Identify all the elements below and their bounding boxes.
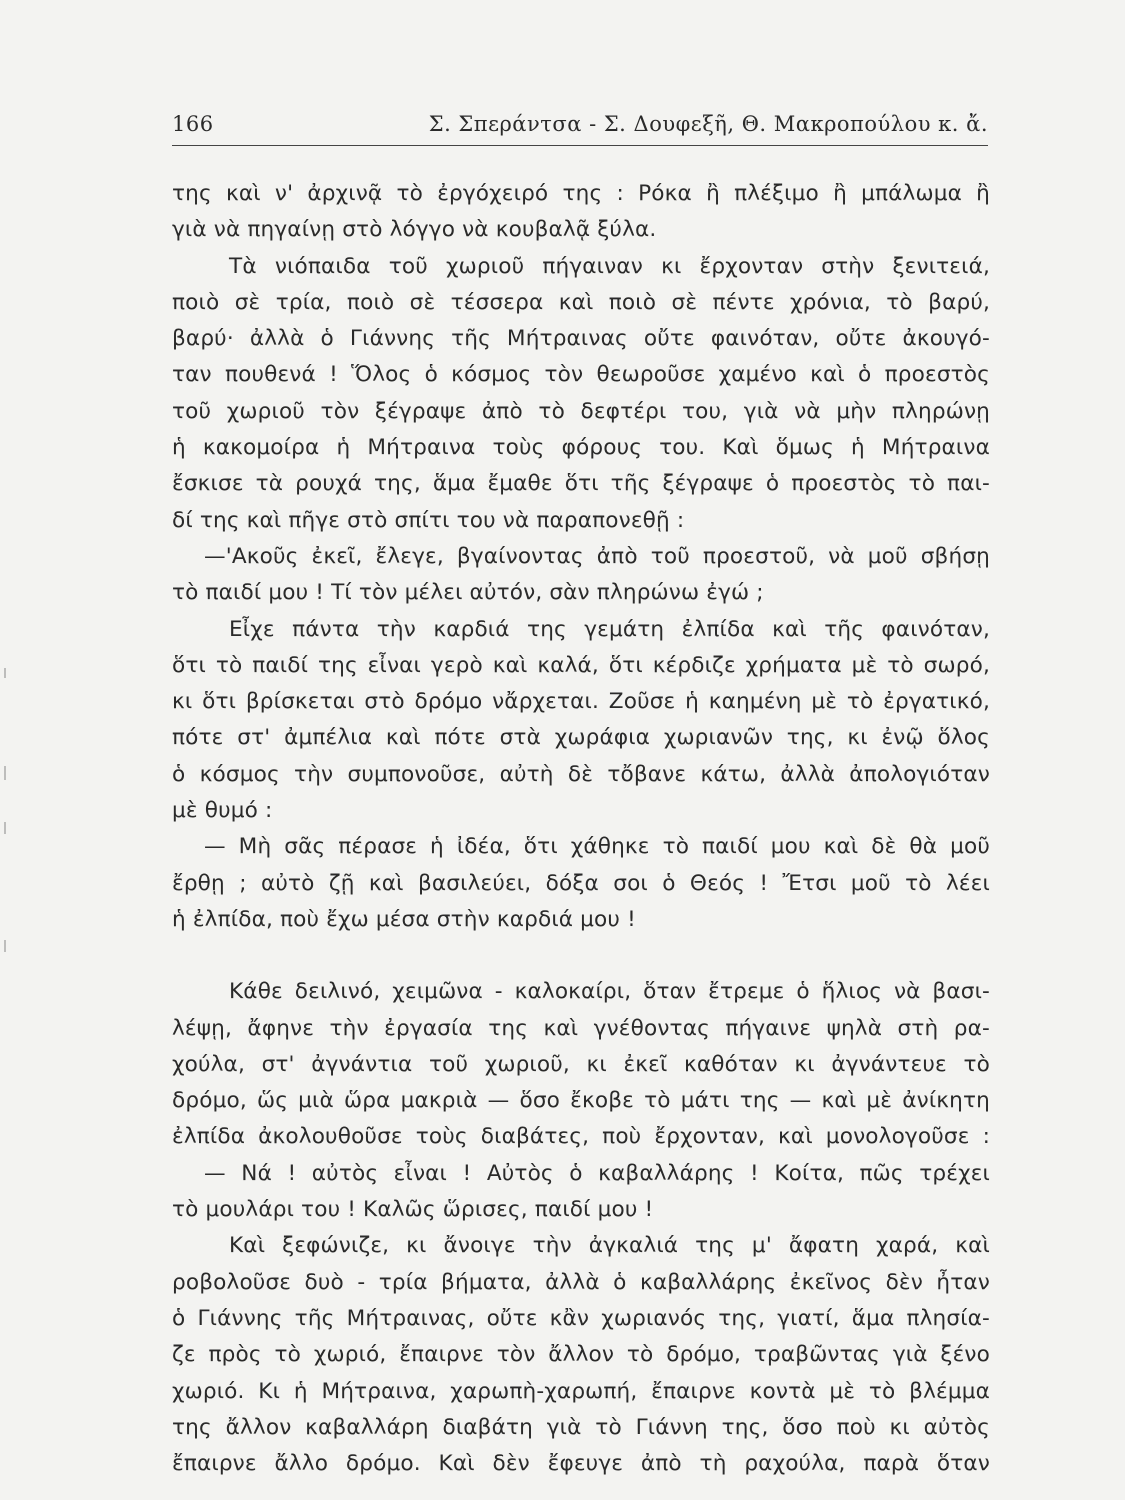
text-line: ζε πρὸς τὸ χωριό, ἔπαιρνε τὸν ἄλλον τὸ δρόμο, τραβῶντας γιὰ ξένο	[172, 1342, 990, 1368]
text-line: βαρύ· ἀλλὰ ὁ Γιάννης τῆς Μήτραινας οὔτε φαινόταν, οὔτε ἀκουγό-	[172, 326, 990, 352]
text-line: —'Ακοῦς ἐκεῖ, ἔλεγε, βγαίνοντας ἀπὸ τοῦ προεστοῦ, νὰ μοῦ σβήσῃ	[204, 543, 990, 569]
body-text	[172, 176, 990, 1482]
page-number: 166	[172, 112, 214, 136]
text-line: ὁ Γιάννης τῆς Μήτραινας, οὔτε κἂν χωριανός της, γιατί, ἅμα πλησία-	[172, 1305, 990, 1331]
text-line: Τὰ νιόπαιδα τοῦ χωριοῦ πήγαιναν κι ἔρχονταν στὴν ξενιτειά,	[229, 253, 990, 279]
text-line: τὸ παιδί μου ! Τί τὸν μέλει αὐτόν, σὰν πληρώνω ἐγώ ;	[172, 580, 764, 606]
text-line: ἔπαιρνε ἄλλο δρόμο. Καὶ δὲν ἔφευγε ἀπὸ τὴ ραχούλα, παρὰ ὅταν	[172, 1451, 990, 1477]
running-title: Σ. Σπεράντσα - Σ. Δουφεξῆ, Θ. Μακροπούλου κ. ἄ.	[428, 112, 988, 136]
text-line: κι ὅτι βρίσκεται στὸ δρόμο νἄρχεται. Ζοῦσε ἡ καημένη μὲ τὸ ἐργατικό,	[172, 689, 990, 715]
text-line: ἔρθῃ ; αὐτὸ ζῇ καὶ βασιλεύει, δόξα σοι ὁ Θεός ! Ἔτσι μοῦ τὸ λέει	[172, 870, 990, 896]
text-line: της ἄλλον καβαλλάρη διαβάτη γιὰ τὸ Γιάννη της, ὅσο ποὺ κι αὐτὸς	[172, 1414, 990, 1440]
text-line: ἡ ἐλπίδα, ποὺ ἔχω μέσα στὴν καρδιά μου !	[172, 906, 636, 932]
text-line: ροβολοῦσε δυὸ - τρία βήματα, ἀλλὰ ὁ καβαλλάρης ἐκεῖνος δὲν ἦταν	[172, 1269, 990, 1295]
text-line: τοῦ χωριοῦ τὸν ξέγραψε ἀπὸ τὸ δεφτέρι του, γιὰ νὰ μὴν πληρώνῃ	[172, 398, 990, 424]
text-line: χωριό. Κι ἡ Μήτραινα, χαρωπὴ-χαρωπή, ἔπαιρνε κοντὰ μὲ τὸ βλέμμα	[172, 1378, 990, 1404]
text-line: δρόμο, ὥς μιὰ ὥρα μακριὰ — ὅσο ἔκοβε τὸ μάτι της — καὶ μὲ ἀνίκητη	[172, 1088, 990, 1114]
scan-artifact	[4, 766, 6, 780]
scan-artifact	[4, 668, 6, 678]
header-rule	[172, 145, 988, 146]
text-line: Κάθε δειλινό, χειμῶνα - καλοκαίρι, ὅταν ἔτρεμε ὁ ἥλιος νὰ βασι-	[229, 979, 990, 1005]
text-line: πότε στ' ἀμπέλια καὶ πότε στὰ χωράφια χωριανῶν της, κι ἐνῷ ὅλος	[172, 725, 990, 751]
page-header	[172, 112, 988, 146]
text-line: χούλα, στ' ἀγνάντια τοῦ χωριοῦ, κι ἐκεῖ καθόταν κι ἀγνάντευε τὸ	[172, 1051, 990, 1077]
text-line: λέψῃ, ἄφηνε τὴν ἐργασία της καὶ γνέθοντας πήγαινε ψηλὰ στὴ ρα-	[172, 1015, 990, 1041]
text-line: μὲ θυμό :	[172, 798, 273, 824]
text-line: γιὰ νὰ πηγαίνῃ στὸ λόγγο νὰ κουβαλᾷ ξύλα.	[172, 217, 657, 243]
text-line: — Νά ! αὐτὸς εἶναι ! Αὐτὸς ὁ καβαλλάρης ! Κοίτα, πῶς τρέχει	[204, 1160, 990, 1186]
text-line: ἔσκισε τὰ ρουχά της, ἅμα ἔμαθε ὅτι τῆς ξέγραψε ὁ προεστὸς τὸ παι-	[172, 471, 990, 497]
scan-artifact	[4, 822, 6, 834]
text-line: — Μὴ σᾶς πέρασε ἡ ἰδέα, ὅτι χάθηκε τὸ παιδί μου καὶ δὲ θὰ μοῦ	[204, 834, 990, 860]
text-line: Καὶ ξεφώνιζε, κι ἄνοιγε τὴν ἀγκαλιά της μ' ἄφατη χαρά, καὶ	[229, 1233, 990, 1259]
text-line: ποιὸ σὲ τρία, ποιὸ σὲ τέσσερα καὶ ποιὸ σὲ πέντε χρόνια, τὸ βαρύ,	[172, 289, 990, 315]
text-line: δί της καὶ πῆγε στὸ σπίτι του νὰ παραπονεθῇ :	[172, 507, 685, 533]
text-line: ἡ κακομοίρα ἡ Μήτραινα τοὺς φόρους του. Καὶ ὅμως ἡ Μήτραινα	[172, 435, 990, 461]
text-line: Εἶχε πάντα τὴν καρδιά της γεμάτη ἐλπίδα καὶ τῆς φαινόταν,	[229, 616, 990, 642]
text-line: ἐλπίδα ἀκολουθοῦσε τοὺς διαβάτες, ποὺ ἔρχονταν, καὶ μονολογοῦσε :	[172, 1124, 990, 1150]
text-line: ταν πουθενά ! Ὅλος ὁ κόσμος τὸν θεωροῦσε χαμένο καὶ ὁ προεστὸς	[172, 362, 990, 388]
section-break	[172, 938, 990, 974]
scan-artifact	[4, 940, 6, 952]
text-line: ὁ κόσμος τὴν συμπονοῦσε, αὐτὴ δὲ τὄβανε κάτω, ἀλλὰ ἀπολογιόταν	[172, 761, 990, 787]
text-line: της καὶ ν' ἀρχινᾷ τὸ ἐργόχειρό της : Ρόκα ἢ πλέξιμο ἢ μπάλωμα ἢ	[172, 181, 990, 206]
text-line: τὸ μουλάρι του ! Καλῶς ὥρισες, παιδί μου !	[172, 1197, 654, 1223]
text-line: ὅτι τὸ παιδί της εἶναι γερὸ καὶ καλά, ὅτι κέρδιζε χρήματα μὲ τὸ σωρό,	[172, 652, 990, 678]
